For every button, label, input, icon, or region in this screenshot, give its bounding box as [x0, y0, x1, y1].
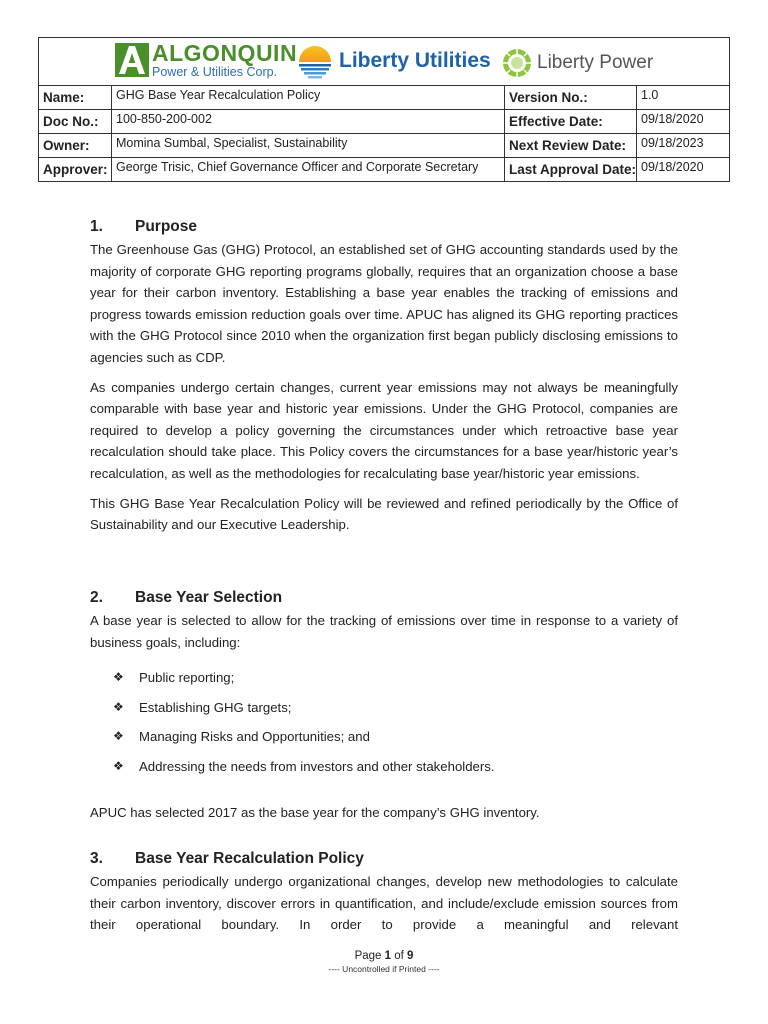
liberty-power-name: Liberty Power — [537, 52, 654, 73]
list-item: ❖ Public reporting; — [90, 667, 678, 688]
last-approval-label: Last Approval Date: — [505, 158, 637, 181]
liberty-utilities-sun-icon — [297, 42, 333, 80]
algonquin-mark-icon — [115, 43, 149, 77]
name-label: Name: — [39, 86, 112, 109]
page-footer — [0, 950, 768, 974]
algonquin-subtitle: Power & Utilities Corp. — [152, 65, 278, 79]
liberty-utilities-logo — [297, 42, 491, 80]
diamond-bullet-icon: ❖ — [113, 670, 124, 685]
diamond-bullet-icon: ❖ — [113, 729, 124, 744]
logo-row — [39, 38, 729, 86]
section-base-year-selection — [90, 589, 678, 823]
section-number: 1. — [90, 218, 103, 235]
section-title: Base Year Selection — [135, 589, 283, 606]
section-title: Base Year Recalculation Policy — [135, 850, 364, 867]
paragraph: APUC has selected 2017 as the base year for the company’s GHG inventory. — [90, 804, 540, 820]
header-row-owner — [39, 134, 729, 158]
section-heading — [90, 218, 678, 236]
version-value: 1.0 — [641, 88, 659, 102]
section-title: Purpose — [135, 218, 198, 235]
version-label: Version No.: — [505, 86, 637, 109]
approver-label: Approver: — [39, 158, 112, 181]
diamond-bullet-icon: ❖ — [113, 758, 124, 773]
section-recalculation-policy — [90, 850, 678, 936]
next-review-value: 09/18/2023 — [641, 136, 704, 150]
liberty-power-burst-icon — [501, 47, 533, 79]
section-number: 3. — [90, 850, 103, 867]
owner-value: Momina Sumbal, Specialist, Sustainability — [112, 134, 505, 157]
paragraph: This GHG Base Year Recalculation Policy will be reviewed and refined periodically by the Office of Sustainability and our Executive Leadership. — [90, 495, 678, 533]
algonquin-logo — [115, 42, 297, 79]
doc-no-label: Doc No.: — [39, 110, 112, 133]
effective-date-label: Effective Date: — [505, 110, 637, 133]
doc-no-value: 100-850-200-002 — [112, 110, 505, 133]
name-value: GHG Base Year Recalculation Policy — [112, 86, 505, 109]
diamond-bullet-icon: ❖ — [113, 699, 124, 714]
liberty-power-logo — [501, 47, 653, 79]
liberty-utilities-name: Liberty Utilities — [339, 49, 491, 72]
last-approval-value: 09/18/2020 — [641, 160, 704, 174]
header-row-doc — [39, 110, 729, 134]
page-number: Page 1 of 9 — [354, 950, 414, 962]
bullet-list — [90, 667, 678, 777]
next-review-label: Next Review Date: — [505, 134, 637, 157]
section-heading — [90, 589, 678, 607]
paragraph: Companies periodically undergo organizational changes, develop new methodologies to calculate their carbon inventory, discover errors in quantification, and include/exclude emission sources from their operational boundary. In order to provide a meaningful and relevant — [90, 874, 678, 933]
approver-value: George Trisic, Chief Governance Officer and Corporate Secretary — [112, 158, 505, 181]
section-purpose — [90, 218, 678, 536]
list-item: ❖ Managing Risks and Opportunities; and — [90, 726, 678, 747]
uncontrolled-notice: ---- Uncontrolled if Printed ---- — [328, 964, 440, 974]
effective-date-value: 09/18/2020 — [641, 112, 704, 126]
paragraph: As companies undergo certain changes, current year emissions may not always be meaningfully comparable with base year and historic year emissions. Under the GHG Protocol, companies are required to develop a policy governing the circumstances under which retroactive base year recalculation should take place. This Policy covers the circumstances for a base year/historic year’s recalculation, as well as the methodologies for recalculating base year/historic year emissions. — [90, 379, 678, 481]
header-row-approver — [39, 158, 729, 181]
list-item: ❖ Establishing GHG targets; — [90, 697, 678, 718]
header-row-name — [39, 86, 729, 110]
owner-label: Owner: — [39, 134, 112, 157]
paragraph: The Greenhouse Gas (GHG) Protocol, an established set of GHG accounting standards used by the majority of corporate GHG reporting programs globally, requires that an organization choose a base year for their carbon inventory. Establishing a base year enables the tracking of emissions and progress towards emission reduction goals over time. APUC has aligned its GHG reporting practices with the GHG Protocol since 2010 when the organization first began publicly disclosing emissions to agencies such as CDP. — [90, 242, 678, 365]
section-number: 2. — [90, 589, 103, 606]
list-item: ❖ Addressing the needs from investors and other stakeholders. — [90, 756, 678, 777]
document-header-table — [38, 37, 730, 182]
paragraph: A base year is selected to allow for the tracking of emissions over time in response to a variety of business goals, including: — [90, 613, 678, 650]
algonquin-name: ALGONQUIN — [152, 40, 298, 66]
section-heading — [90, 850, 678, 868]
